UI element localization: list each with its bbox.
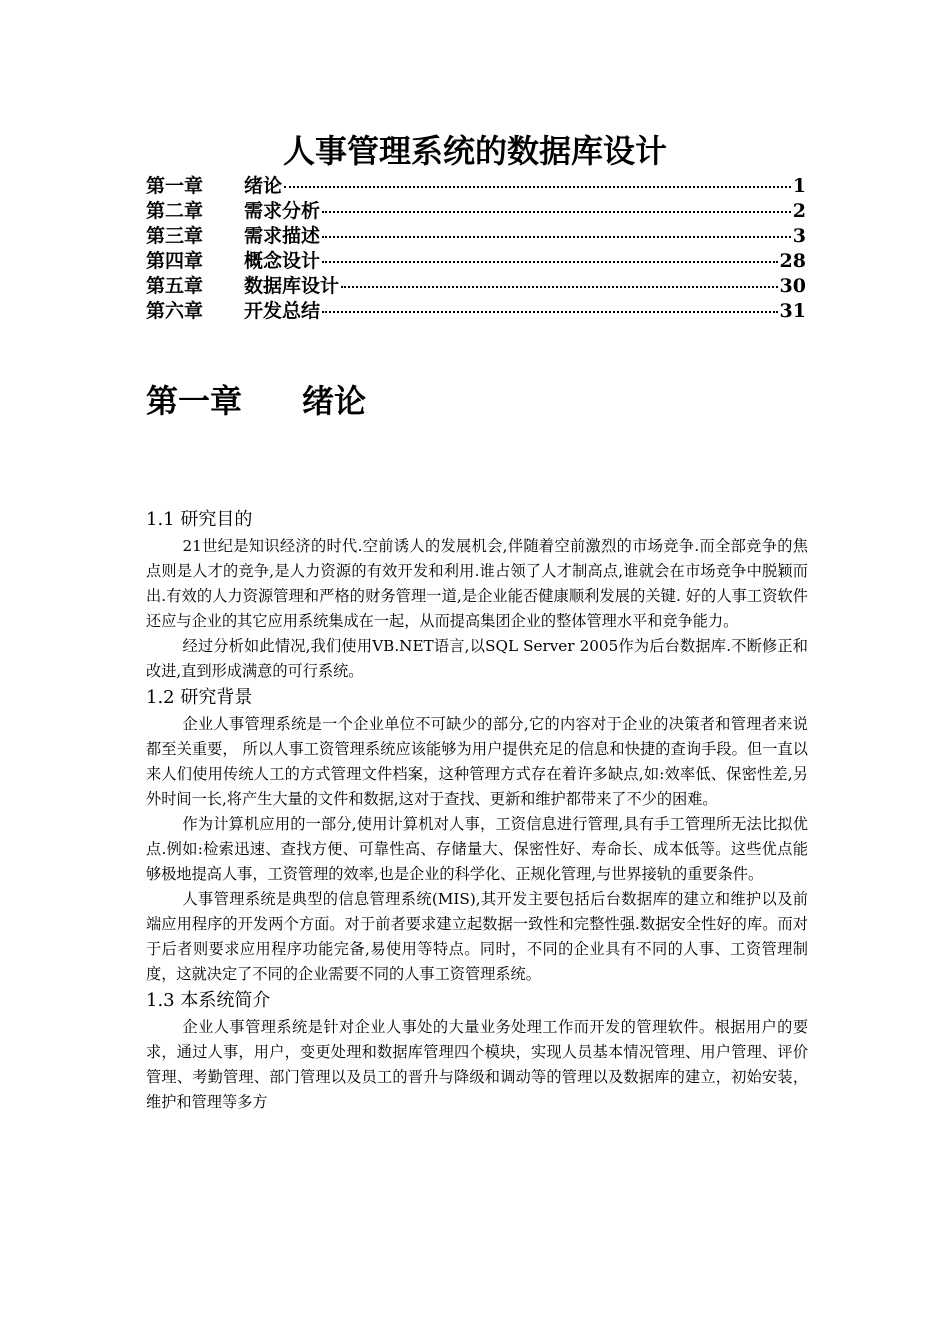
section-heading: 1.2 研究背景 bbox=[146, 687, 253, 708]
paragraph: 企业人事管理系统是针对企业人事处的大量业务处理工作而开发的管理软件。根据用户的要求，通过人事，用户，变更处理和数据库管理四个模块，实现人员基本情况管理、用户管理、评价管理、考勤管理、部门管理以及员工的晋升与降级和调动等的管理以及数据库的建立，初始安装，维护和管理等多方 bbox=[146, 1018, 808, 1111]
paragraph: 企业人事管理系统是一个企业单位不可缺少的部分,它的内容对于企业的决策者和管理者来说都至关重要， 所以人事工资管理系统应该能够为用户提供充足的信息和快捷的查询手段。但一直以来人们使用传统人工的方式管理文件档案，这种管理方式存在着许多缺点,如:效率低、保密性差,另外时间一长,将产生大量的文件和数据,这对于查找、更新和维护都带来了不少的困难。 bbox=[146, 715, 808, 808]
chapter-title: 绪论 bbox=[302, 382, 367, 420]
toc-chapter-title: 开发总结 bbox=[244, 300, 321, 322]
toc-page-number: 1 bbox=[792, 175, 806, 197]
toc-dot-leader bbox=[322, 236, 791, 238]
toc-page-number: 2 bbox=[792, 200, 806, 222]
toc-chapter-title: 需求描述 bbox=[244, 225, 321, 247]
toc-chapter-number: 第五章 bbox=[146, 275, 204, 297]
toc-page-number: 31 bbox=[779, 300, 806, 322]
chapter-body bbox=[146, 506, 808, 1115]
toc-chapter-number: 第三章 bbox=[146, 225, 204, 247]
toc-chapter-number: 第二章 bbox=[146, 200, 204, 222]
table-of-contents bbox=[146, 174, 806, 324]
toc-entry[interactable] bbox=[146, 274, 806, 299]
toc-dot-leader bbox=[322, 311, 778, 313]
document-title: 人事管理系统的数据库设计 bbox=[282, 132, 667, 170]
toc-chapter-number: 第一章 bbox=[146, 175, 204, 197]
toc-entry[interactable] bbox=[146, 249, 806, 274]
toc-chapter-title: 概念设计 bbox=[244, 250, 321, 272]
chapter-number: 第一章 bbox=[146, 382, 243, 420]
toc-chapter-title: 绪论 bbox=[244, 175, 283, 197]
toc-entry[interactable] bbox=[146, 174, 806, 199]
toc-page-number: 30 bbox=[779, 275, 806, 297]
toc-chapter-title: 数据库设计 bbox=[244, 275, 340, 297]
section-heading: 1.1 研究目的 bbox=[146, 509, 253, 530]
toc-dot-leader bbox=[322, 211, 791, 213]
paragraph: 21世纪是知识经济的时代.空前诱人的发展机会,伴随着空前激烈的市场竞争.而全部竞争的焦点则是人才的竞争,是人力资源的有效开发和利用.谁占领了人才制高点,谁就会在市场竞争中脱颖而出.有效的人力资源管理和严格的财务管理一道,是企业能否健康顺利发展的关键. 好的人事工资软件还应与企业的其它应用系统集成在一起，从而提高集团企业的整体管理水平和竞争能力。 bbox=[146, 537, 808, 630]
paragraph: 作为计算机应用的一部分,使用计算机对人事，工资信息进行管理,具有手工管理所无法比拟优点.例如:检索迅速、查找方便、可靠性高、存储量大、保密性好、寿命长、成本低等。这些优点能够极地提高人事，工资管理的效率,也是企业的科学化、正规化管理,与世界接轨的重要条件。 bbox=[146, 815, 808, 883]
toc-entry[interactable] bbox=[146, 299, 806, 324]
toc-entry[interactable] bbox=[146, 199, 806, 224]
toc-dot-leader bbox=[284, 186, 791, 188]
toc-entry[interactable] bbox=[146, 224, 806, 249]
section-heading: 1.3 本系统简介 bbox=[146, 990, 271, 1011]
toc-dot-leader bbox=[322, 261, 778, 263]
toc-page-number: 3 bbox=[792, 225, 806, 247]
toc-chapter-number: 第四章 bbox=[146, 250, 204, 272]
toc-page-number: 28 bbox=[779, 250, 806, 272]
toc-chapter-title: 需求分析 bbox=[244, 200, 321, 222]
chapter-heading bbox=[146, 378, 366, 424]
toc-dot-leader bbox=[341, 286, 778, 288]
paragraph: 人事管理系统是典型的信息管理系统(MIS),其开发主要包括后台数据库的建立和维护以及前端应用程序的开发两个方面。对于前者要求建立起数据一致性和完整性强.数据安全性好的库。而对于后者则要求应用程序功能完备,易使用等特点。同时，不同的企业具有不同的人事、工资管理制度，这就决定了不同的企业需要不同的人事工资管理系统。 bbox=[146, 890, 808, 983]
toc-chapter-number: 第六章 bbox=[146, 300, 204, 322]
paragraph: 经过分析如此情况,我们使用VB.NET语言,以SQL Server 2005作为后台数据库.不断修正和改进,直到形成满意的可行系统。 bbox=[146, 637, 808, 680]
